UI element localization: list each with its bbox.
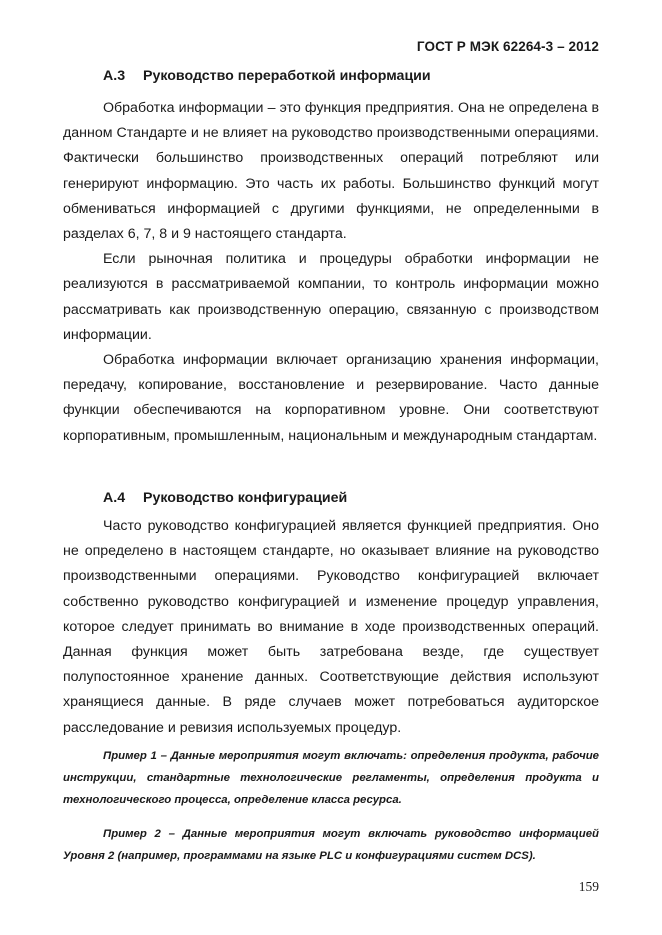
section-a3 bbox=[63, 68, 599, 84]
example-note: Пример 1 – Данные мероприятия могут включать: определения продукта, рабочие инструкции, стандартные технологические регламенты, определения продукта и технологического процесса, определение класса ресурса. bbox=[63, 750, 599, 806]
section-a4 bbox=[63, 490, 599, 506]
example-note-1 bbox=[63, 745, 599, 811]
paragraph: Обработка информации включает организацию хранения информации, передачу, копирование, восстановление и резервирование. Часто данные функции обеспечиваются на корпоративном уровне. Они соответствуют корпоративным, промышленным, национальным и международным стандартам. bbox=[63, 352, 599, 444]
section-a3-heading bbox=[63, 68, 599, 84]
section-a3-title: Руководство переработкой информации bbox=[143, 68, 431, 84]
paragraph: Обработка информации – это функция предприятия. Она не определена в данном Стандарте и не влияет на руководство производственными операциями. Фактически большинство производственных операций потребляют или генерируют информацию. Это часть их работы. Большинство функций могут обмениваться информацией с другими функциями, не определенными в разделах 6, 7, 8 и 9 настоящего стандарта. bbox=[63, 100, 599, 243]
section-a4-title: Руководство конфигурацией bbox=[143, 490, 348, 506]
page-number: 159 bbox=[578, 879, 599, 894]
section-a3-body bbox=[63, 96, 599, 449]
example-note: Пример 2 – Данные мероприятия могут включать руководство информацией Уровня 2 (например, программами на языке PLC и конфигурациями систем DCS). bbox=[63, 828, 599, 862]
section-a3-number: А.3 bbox=[103, 68, 126, 84]
section-a4-body bbox=[63, 514, 599, 741]
paragraph: Часто руководство конфигурацией является функцией предприятия. Оно не определено в настоящем стандарте, но оказывает влияние на руководство производственными операциями. Руководство конфигурацией включает собственно руководство конфигурацией и изменение процедур управления, которое следует принимать во внимание в ходе производственных операций. Данная функция может быть затребована везде, где существует полупостоянное хранение данных. Соответствующие действия используют хранящиеся данные. В ряде случаев может потребоваться аудиторское расследование и ревизия используемых процедур. bbox=[63, 518, 599, 736]
section-a4-heading bbox=[63, 490, 599, 506]
standard-header: ГОСТ Р МЭК 62264-3 – 2012 bbox=[416, 39, 599, 54]
section-a4-number: А.4 bbox=[103, 490, 126, 506]
paragraph: Если рыночная политика и процедуры обработки информации не реализуются в рассматриваемой компании, то контроль информации можно рассматривать как производственную операцию, связанную с производством информации. bbox=[63, 251, 599, 343]
example-note-2 bbox=[63, 823, 599, 867]
